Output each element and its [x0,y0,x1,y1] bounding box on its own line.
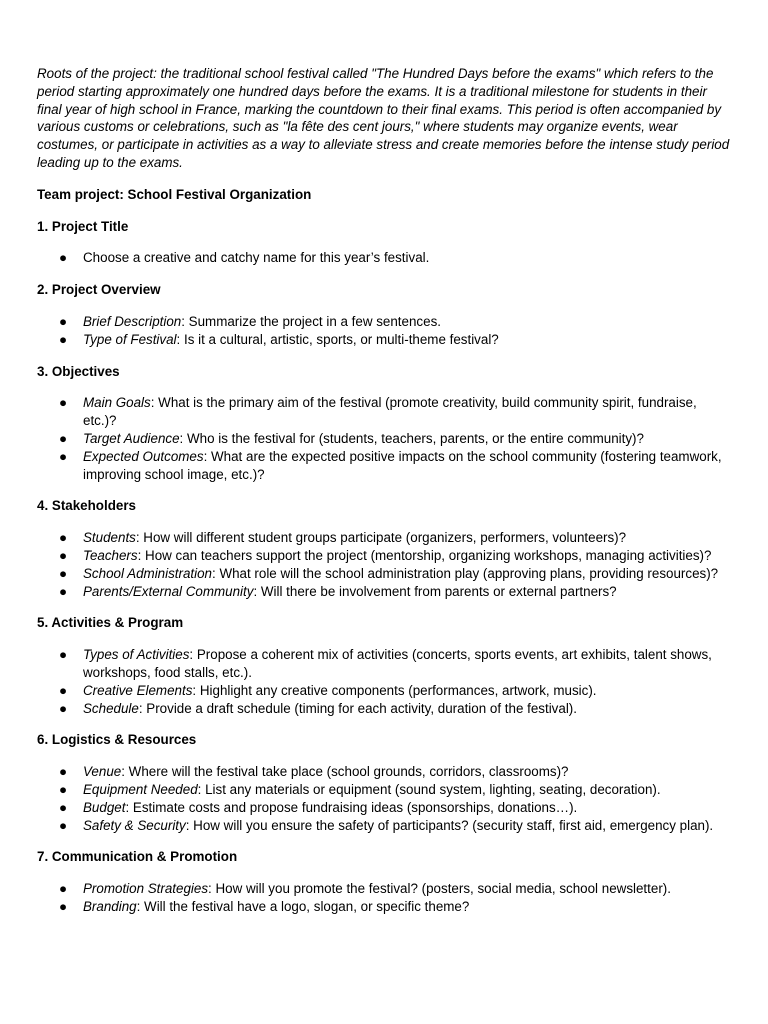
item-text: : Who is the festival for (students, teachers, parents, or the entire community)? [179,430,644,446]
bullet-icon: ● [59,565,68,581]
item-term: Teachers [83,547,138,563]
bullet-icon: ● [59,781,68,797]
item-text: : Is it a cultural, artistic, sports, or multi-theme festival? [176,331,499,347]
document-title: Team project: School Festival Organization [37,186,312,202]
sections-container [37,218,732,916]
item-text: : Provide a draft schedule (timing for each activity, duration of the festival). [138,700,577,716]
bullet-icon: ● [59,682,68,698]
section-heading: 1. Project Title [37,218,129,234]
item-term: Safety & Security [83,817,186,833]
item-text: Choose a creative and catchy name for this year’s festival. [83,250,430,266]
bullet-icon: ● [59,250,68,266]
section-heading: 6. Logistics & Resources [37,732,197,748]
list-item [37,781,732,799]
item-text: : What is the primary aim of the festival (promote creativity, build community spirit, fundraise, etc.)? [83,395,697,429]
item-term: Parents/External Community [83,583,254,599]
intro-paragraph: Roots of the project: the traditional school festival called "The Hundred Days before the exams" which refers to the period starting approximately one hundred days before the exams. It is a traditional milestone for students in their final year of high school in France, marking the countdown to their final exams. This period is often accompanied by various customs or celebrations, such as "la fête des cent jours," where students may organize events, wear costumes, or participate in activities as a way to alleviate stress and create memories before the intense study period leading up to the exams. [37,66,730,170]
item-text: : What are the expected positive impacts on the school community (fostering teamwork, improving school image, etc.)? [83,448,722,482]
list-item [37,430,732,448]
list-item [37,880,732,898]
item-term: Creative Elements [83,682,193,698]
item-term: Types of Activities [83,647,190,663]
bullet-list [37,646,732,717]
bullet-list [37,529,732,600]
list-item [37,547,732,565]
bullet-icon: ● [59,583,68,599]
bullet-icon: ● [59,647,68,663]
list-item [37,394,732,430]
item-text: : What role will the school administration play (approving plans, providing resources)? [212,565,719,581]
bullet-icon: ● [59,448,68,464]
item-term: Type of Festival [83,331,177,347]
list-item [37,817,732,835]
list-item [37,682,732,700]
bullet-icon: ● [59,898,68,914]
section-heading: 2. Project Overview [37,282,161,298]
list-item [37,898,732,916]
bullet-icon: ● [59,530,68,546]
list-item [37,583,732,601]
bullet-icon: ● [59,799,68,815]
bullet-list [37,249,732,267]
item-term: Venue [83,764,122,780]
item-term: Branding [83,898,137,914]
bullet-list [37,763,732,834]
list-item [37,700,732,718]
list-item [37,331,732,349]
bullet-icon: ● [59,547,68,563]
item-text: : Will there be involvement from parents or external partners? [253,583,617,599]
bullet-list [37,880,732,916]
item-term: Students [83,530,136,546]
section-heading: 5. Activities & Program [37,615,184,631]
item-term: Schedule [83,700,139,716]
bullet-icon: ● [59,395,68,411]
item-term: Main Goals [83,395,151,411]
bullet-icon: ● [59,764,68,780]
bullet-list [37,313,732,349]
bullet-icon: ● [59,700,68,716]
bullet-icon: ● [59,331,68,347]
item-text: : Summarize the project in a few sentences. [181,313,441,329]
item-term: Target Audience [83,430,180,446]
list-item [37,529,732,547]
item-term: School Administration [83,565,213,581]
item-text: : Highlight any creative components (performances, artwork, music). [192,682,597,698]
item-term: Brief Description [83,313,182,329]
item-text: : Will the festival have a logo, slogan, or specific theme? [136,898,470,914]
item-term: Expected Outcomes [83,448,204,464]
item-text: : List any materials or equipment (sound system, lighting, seating, decoration). [197,781,661,797]
list-item [37,799,732,817]
section-heading: 7. Communication & Promotion [37,849,238,865]
item-term: Promotion Strategies [83,881,209,897]
bullet-icon: ● [59,430,68,446]
list-item [37,249,732,267]
list-item [37,448,732,484]
section-heading: 3. Objectives [37,363,120,379]
item-term: Budget [83,799,126,815]
bullet-list [37,394,732,483]
item-term: Equipment Needed [83,781,198,797]
list-item [37,646,732,682]
item-text: : How will you promote the festival? (posters, social media, school newsletter). [208,881,671,897]
item-text: : How will you ensure the safety of participants? (security staff, first aid, emergency plan). [185,817,714,833]
bullet-icon: ● [59,881,68,897]
item-text: : Propose a coherent mix of activities (concerts, sports events, art exhibits, talent shows, workshops, food stalls, etc.). [83,647,712,680]
section-heading: 4. Stakeholders [37,498,136,514]
item-text: : Where will the festival take place (school grounds, corridors, classrooms)? [121,764,569,780]
item-text: : How can teachers support the project (mentorship, organizing workshops, managing activities)? [137,547,712,563]
list-item [37,565,732,583]
list-item [37,313,732,331]
bullet-icon: ● [59,817,68,833]
list-item [37,763,732,781]
item-text: : Estimate costs and propose fundraising ideas (sponsorships, donations…). [125,799,578,815]
bullet-icon: ● [59,313,68,329]
item-text: : How will different student groups participate (organizers, performers, volunteers)? [135,530,627,546]
